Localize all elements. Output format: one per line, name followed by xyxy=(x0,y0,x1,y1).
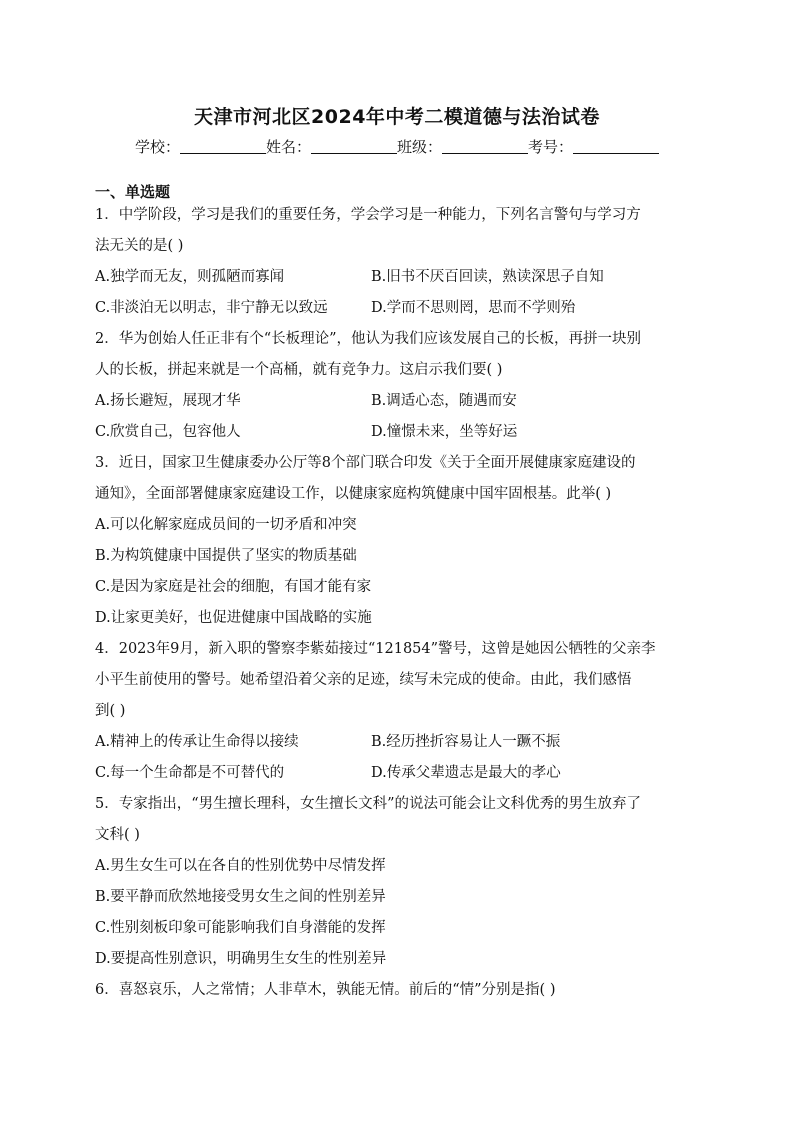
student-info-line xyxy=(0,136,794,157)
question-text: 人的长板，拼起来就是一个高桶，就有竞争力。这启示我们要( ) xyxy=(95,362,503,378)
option-a: A.精神上的传承让生命得以接续 xyxy=(95,734,299,750)
option-a: A.男生女生可以在各自的性别优势中尽情发挥 xyxy=(95,858,386,874)
question-text: 3．近日，国家卫生健康委办公厅等8个部门联合印发《关于全面开展健康家庭建设的 xyxy=(95,455,636,471)
option-a: A.可以化解家庭成员间的一切矛盾和冲突 xyxy=(95,517,357,533)
question-text: 2．华为创始人任正非有个“长板理论”，他认为我们应该发展自己的长板，再拼一块别 xyxy=(95,331,642,347)
option-b: B.旧书不厌百回读，熟读深思子自知 xyxy=(371,269,604,285)
question-1 xyxy=(95,200,695,324)
option-c: C.性别刻板印象可能影响我们自身潜能的发挥 xyxy=(95,920,386,936)
option-c: C.每一个生命都是不可替代的 xyxy=(95,765,285,781)
number-blank xyxy=(573,139,659,154)
number-label: 考号： xyxy=(528,138,574,156)
question-text: 6．喜怒哀乐，人之常情；人非草木，孰能无情。前后的“情”分别是指( ) xyxy=(95,982,556,998)
question-text: 4．2023年9月，新入职的警察李紫茹接过“121854”警号，这曾是她因公牺牲的父亲李 xyxy=(95,641,656,657)
option-c: C.非淡泊无以明志，非宁静无以致远 xyxy=(95,300,328,316)
option-row xyxy=(95,758,695,789)
question-3 xyxy=(95,448,695,634)
question-list xyxy=(95,200,695,1006)
option-d: D.学而不思则罔，思而不学则殆 xyxy=(371,300,576,316)
question-text: 1．中学阶段，学习是我们的重要任务，学会学习是一种能力，下列名言警句与学习方 xyxy=(95,207,641,223)
question-text: 小平生前使用的警号。她希望沿着父亲的足迹，续写未完成的使命。由此，我们感悟 xyxy=(95,672,632,688)
option-row xyxy=(95,727,695,758)
class-label: 班级： xyxy=(397,138,443,156)
school-label: 学校： xyxy=(134,138,180,156)
option-b: B.要平静而欣然地接受男女生之间的性别差异 xyxy=(95,889,386,905)
name-blank xyxy=(311,139,397,154)
question-text: 5．专家指出，“男生擅长理科，女生擅长文科”的说法可能会让文科优秀的男生放弃了 xyxy=(95,796,642,812)
question-4 xyxy=(95,634,695,789)
name-label: 姓名： xyxy=(265,138,311,156)
section-title: 一、单选题 xyxy=(95,183,171,201)
option-b: B.调适心态，随遇而安 xyxy=(371,393,517,409)
option-row xyxy=(95,417,695,448)
question-text: 法无关的是( ) xyxy=(95,238,184,254)
option-d: D.憧憬未来，坐等好运 xyxy=(371,424,518,440)
question-5 xyxy=(95,789,695,975)
option-a: A.独学而无友，则孤陋而寡闻 xyxy=(95,269,285,285)
option-d: D.让家更美好，也促进健康中国战略的实施 xyxy=(95,610,372,626)
option-d: D.要提高性别意识，明确男生女生的性别差异 xyxy=(95,951,387,967)
option-c: C.欣赏自己，包容他人 xyxy=(95,424,241,440)
option-row xyxy=(95,293,695,324)
option-b: B.为构筑健康中国提供了坚实的物质基础 xyxy=(95,548,357,564)
question-text: 到( ) xyxy=(95,703,126,719)
option-a: A.扬长避短，展现才华 xyxy=(95,393,241,409)
option-d: D.传承父辈遗志是最大的孝心 xyxy=(371,765,561,781)
question-2 xyxy=(95,324,695,448)
option-row xyxy=(95,386,695,417)
question-text: 通知》，全面部署健康家庭建设工作，以健康家庭构筑健康中国牢固根基。此举( ) xyxy=(95,486,612,502)
exam-title: 天津市河北区2024年中考二模道德与法治试卷 xyxy=(194,106,600,128)
class-blank xyxy=(442,139,528,154)
question-6 xyxy=(95,975,695,1006)
question-text: 文科( ) xyxy=(95,827,140,843)
school-blank xyxy=(180,139,266,154)
option-c: C.是因为家庭是社会的细胞，有国才能有家 xyxy=(95,579,372,595)
option-b: B.经历挫折容易让人一蹶不振 xyxy=(371,734,561,750)
option-row xyxy=(95,262,695,293)
